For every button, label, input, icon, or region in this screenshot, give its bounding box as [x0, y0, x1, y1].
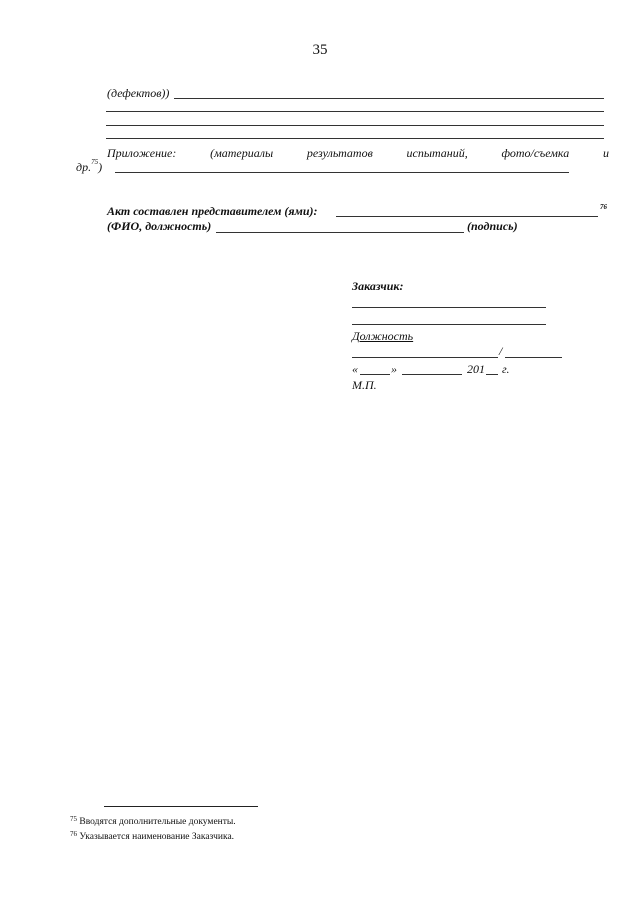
attachment-word: испытаний, [406, 146, 468, 160]
attachment-word: (материалы [210, 146, 274, 160]
signature-line [352, 357, 498, 358]
fill-line [174, 98, 604, 99]
fill-line [352, 307, 546, 308]
footnote-ref: 75 [70, 815, 77, 823]
defects-label: (дефектов)) [107, 86, 170, 100]
attachment-line [107, 146, 609, 161]
footnote-ref-76: 76 [600, 203, 607, 211]
footnote-text: Вводятся дополнительные документы. [79, 817, 236, 827]
fill-line [336, 216, 598, 217]
act-label: Акт составлен представителем (ями): [107, 204, 318, 218]
attachment-close-paren: ) [98, 160, 103, 174]
fill-line [106, 111, 604, 112]
customer-title: Заказчик: [352, 279, 404, 293]
attachment-second-line [76, 160, 102, 175]
footnote-75 [70, 817, 236, 827]
date-close-quote: » [391, 362, 397, 376]
signature-label: (подпись) [467, 219, 518, 233]
footnote-ref: 76 [70, 830, 77, 838]
fill-line [216, 232, 464, 233]
year-prefix: 201 [467, 362, 485, 376]
position-label: Должность [352, 329, 414, 343]
attachment-word: результатов [306, 146, 373, 160]
stamp-label: М.П. [352, 378, 377, 392]
year-suffix: г. [502, 362, 510, 376]
name-line [505, 357, 562, 358]
day-line [360, 374, 390, 375]
footnote-text: Указывается наименование Заказчика. [79, 832, 235, 842]
month-line [402, 374, 462, 375]
fill-line [115, 172, 569, 173]
fio-label: (ФИО, должность) [107, 219, 212, 233]
footnote-separator [104, 806, 258, 807]
sign-slash: / [499, 344, 503, 358]
attachment-word: фото/съемка [501, 146, 570, 160]
page-number: 35 [312, 42, 328, 58]
footnote-ref-75: 75 [91, 158, 99, 166]
date-open-quote: « [352, 362, 358, 376]
year-line [486, 374, 498, 375]
attachment-word: и [602, 146, 609, 160]
footnote-76 [70, 832, 234, 842]
attachment-prefix: др. [76, 160, 92, 174]
fill-line [106, 138, 604, 139]
attachment-word: Приложение: [107, 146, 177, 160]
fill-line [352, 324, 546, 325]
fill-line [106, 125, 604, 126]
